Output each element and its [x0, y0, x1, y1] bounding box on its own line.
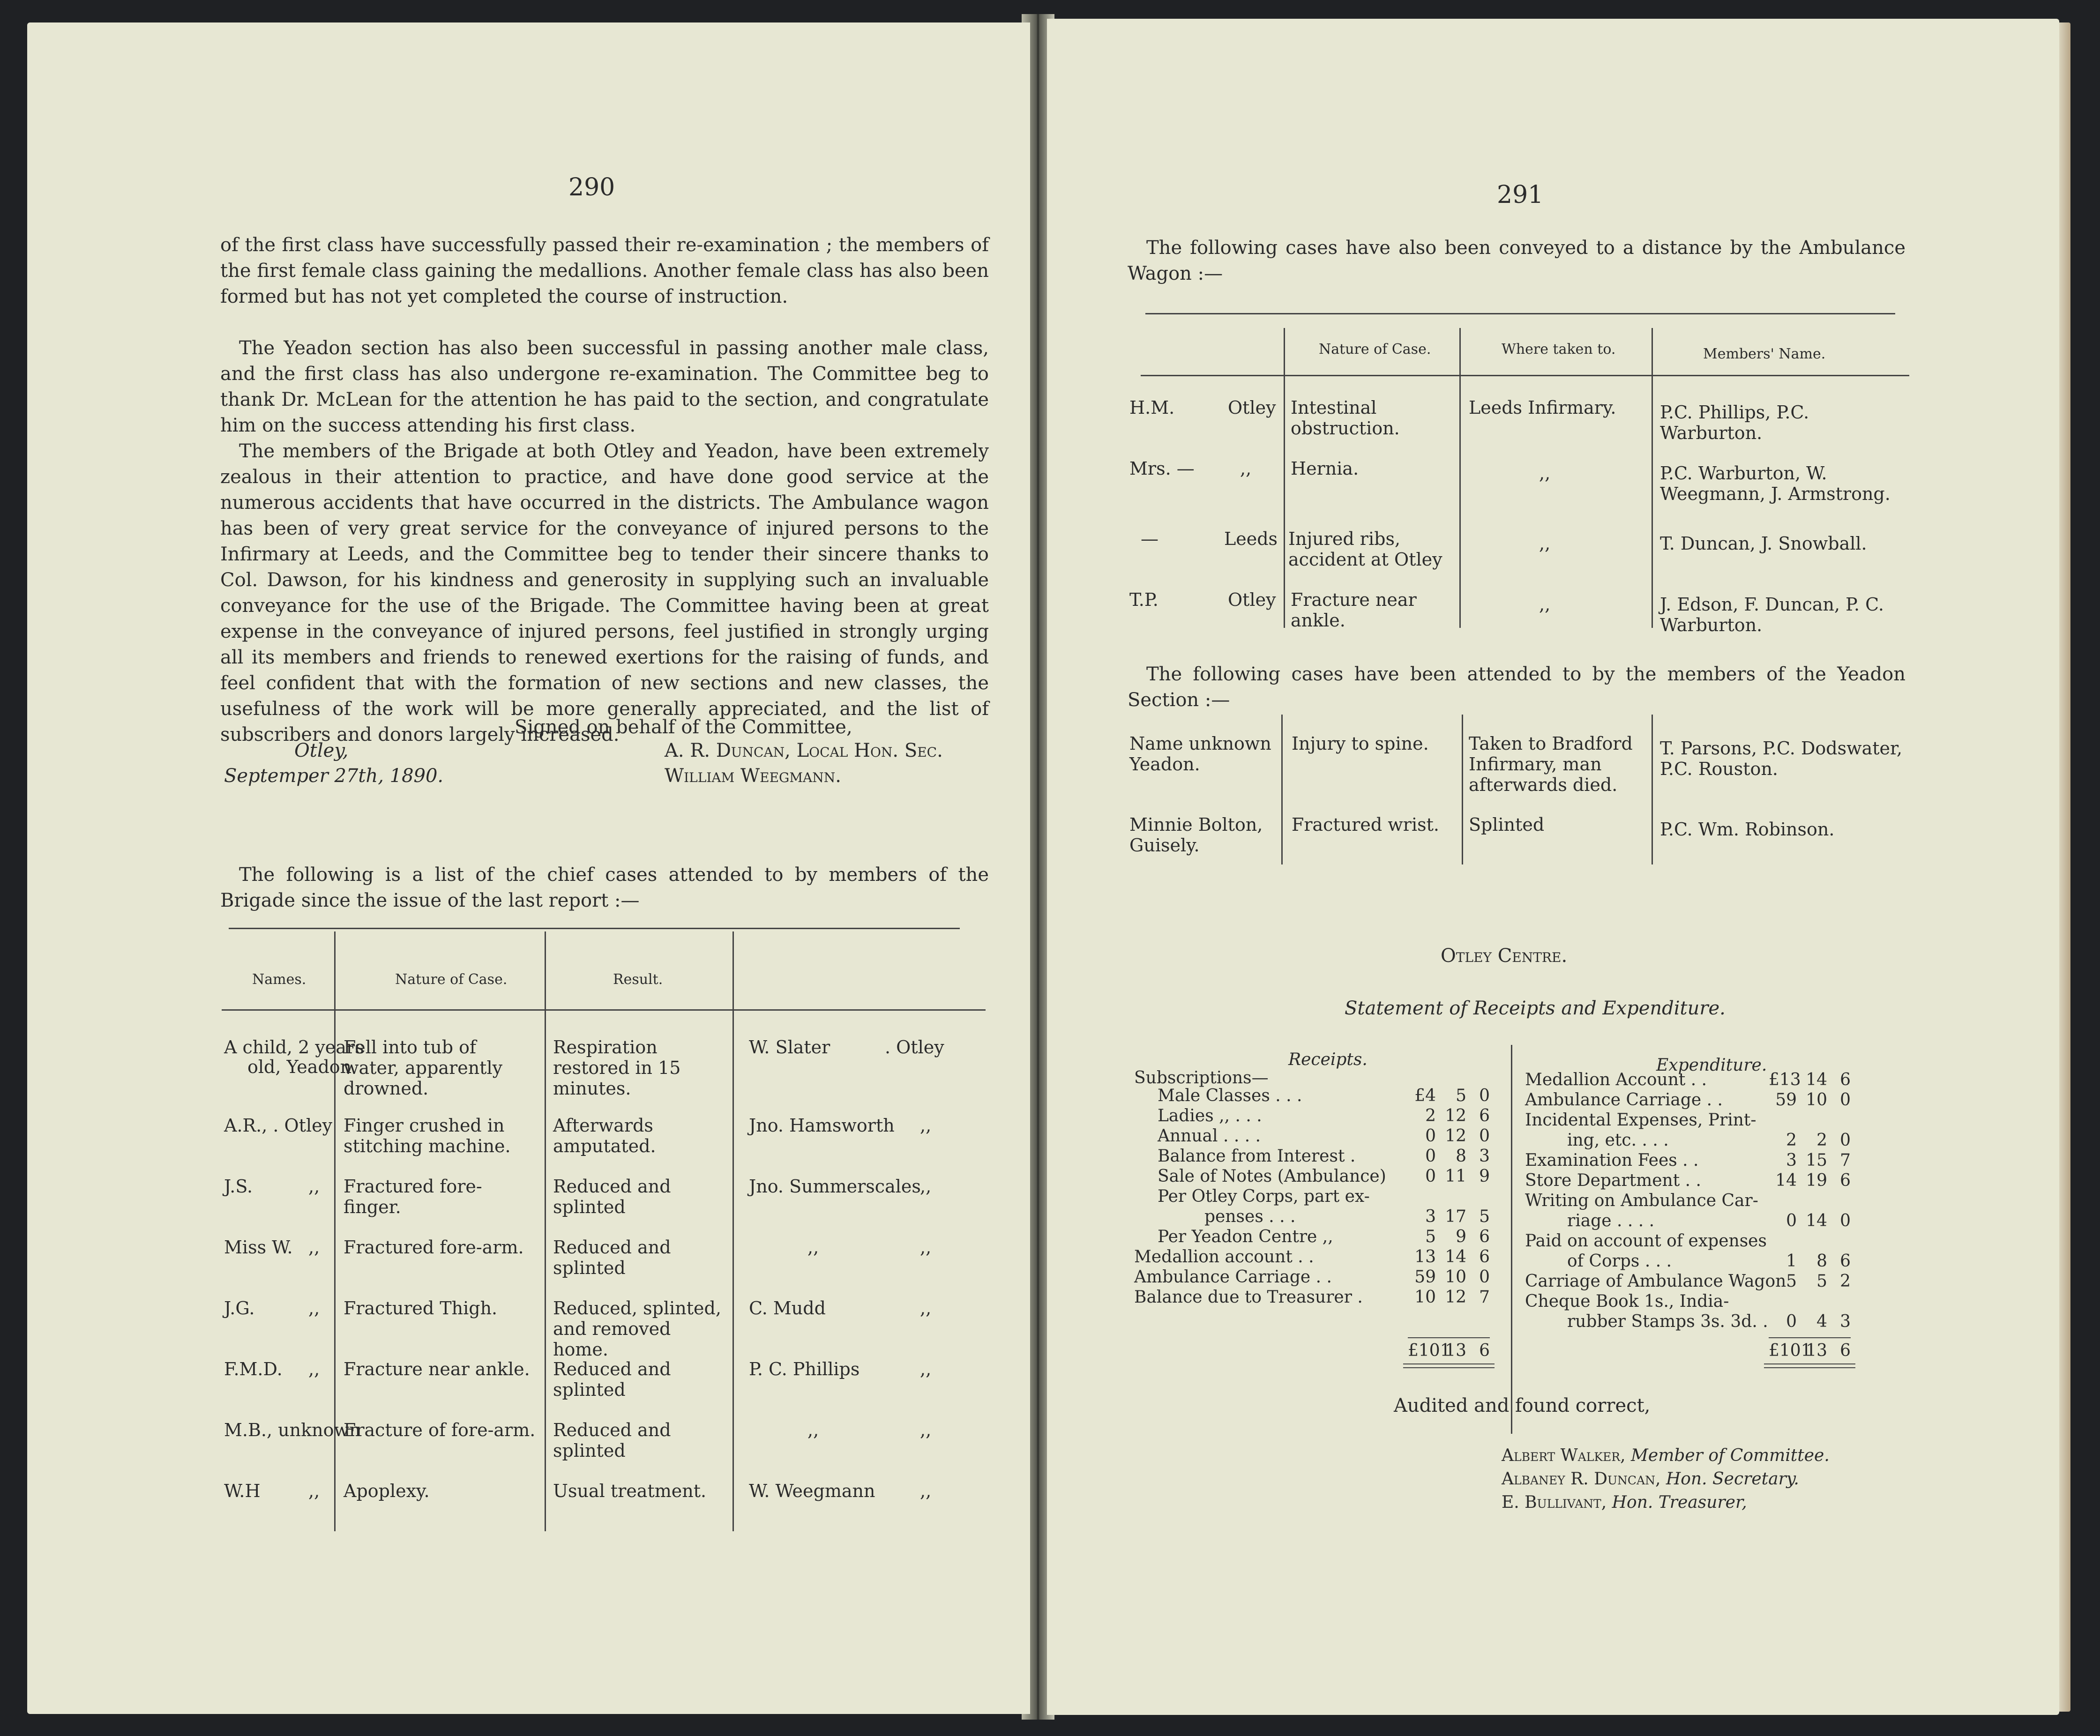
total-pounds: £101 — [1408, 1341, 1451, 1360]
total-double-rule — [1764, 1363, 1855, 1368]
pounds-value: 14 — [1775, 1171, 1797, 1190]
audited-text: Audited and found correct, — [1394, 1395, 1651, 1416]
pounds-value: 0 — [1786, 1211, 1797, 1230]
cell-members: P.C. Phillips, P.C. Warburton. — [1660, 402, 1809, 443]
account-line-label: penses . . . — [1204, 1207, 1296, 1226]
left-page — [27, 22, 1030, 1714]
total-shillings: 13 — [1806, 1341, 1827, 1360]
cell-members: T. Duncan, J. Snowball. — [1660, 533, 1867, 554]
table-col-divider — [334, 931, 336, 1531]
signed-on-behalf: Signed on behalf of the Committee, — [515, 716, 852, 738]
statement-title: Statement of Receipts and Expenditure. — [1345, 998, 1726, 1019]
account-line-label: Cheque Book 1s., India- — [1525, 1292, 1729, 1311]
pounds-value: £13 — [1769, 1070, 1801, 1089]
shillings-value: 19 — [1806, 1171, 1827, 1190]
pounds-value: 0 — [1425, 1126, 1436, 1146]
account-line-label: Male Classes . . . — [1158, 1086, 1302, 1105]
cell-place: Otley — [1228, 589, 1276, 610]
cell-case: Fractured wrist. — [1292, 814, 1439, 835]
cell-where: ,, — [1539, 594, 1551, 615]
cell-name-ditto: ,, — [308, 1298, 320, 1319]
account-line-label: ing, etc. . . . — [1567, 1131, 1669, 1150]
shillings-value: 14 — [1445, 1247, 1466, 1267]
cell-result: Reduced and splinted — [553, 1420, 671, 1461]
pence-value: 6 — [1840, 1171, 1851, 1190]
account-line-label: Sale of Notes (Ambulance) — [1158, 1167, 1386, 1186]
page-number-right: 291 — [1497, 181, 1544, 209]
cell-case: Fractured fore-arm. — [344, 1237, 524, 1258]
pence-value: 6 — [1479, 1106, 1490, 1125]
pounds-value: 13 — [1414, 1247, 1436, 1267]
shillings-value: 10 — [1445, 1267, 1466, 1287]
account-line-label: Ambulance Carriage . . — [1525, 1090, 1723, 1110]
shillings-value: 12 — [1445, 1126, 1466, 1146]
cell-name: A.R., . Otley — [224, 1115, 333, 1136]
cell-members: P.C. Warburton, W. Weegmann, J. Armstrong. — [1660, 463, 1891, 504]
statement-divider — [1511, 1045, 1512, 1434]
receipts-heading: Receipts. — [1288, 1050, 1368, 1069]
total-rule — [1408, 1337, 1490, 1338]
table-rule-top — [229, 928, 960, 929]
cell-result: Afterwards amputated. — [553, 1115, 656, 1156]
cell-name: Miss W. — [224, 1237, 293, 1258]
account-line-label: of Corps . . . — [1567, 1252, 1672, 1271]
table-col-divider — [1284, 328, 1285, 628]
cell-place: . Otley — [885, 1037, 944, 1058]
shillings-value: 8 — [1456, 1147, 1466, 1166]
auditor-name: E. Bullivant, — [1502, 1493, 1607, 1512]
cell-name-ditto: ,, — [308, 1481, 320, 1501]
signatory-weegmann: William Weegmann. — [665, 765, 841, 787]
account-line-label: Medallion Account . . — [1525, 1070, 1707, 1089]
signature-place: Otley, — [294, 740, 349, 761]
cell-member: C. Mudd — [749, 1298, 826, 1319]
table-rule-header — [1141, 375, 1909, 376]
pence-value: 5 — [1479, 1207, 1490, 1226]
cell-case: Intestinal obstruction. — [1291, 397, 1400, 439]
table-col-divider — [1652, 715, 1653, 864]
pence-value: 0 — [1840, 1131, 1851, 1150]
expenditure-heading: Expenditure. — [1656, 1056, 1767, 1075]
cell-case: Hernia. — [1291, 458, 1359, 479]
cell-name: Minnie Bolton, Guisely. — [1129, 814, 1263, 856]
pounds-value: 0 — [1786, 1312, 1797, 1331]
cell-name: J.S. — [224, 1176, 253, 1197]
cell-case: Fracture near ankle. — [1291, 589, 1417, 631]
auditor-role: Hon. Treasurer, — [1612, 1493, 1747, 1512]
pence-value: 0 — [1840, 1211, 1851, 1230]
account-line-label: riage . . . . — [1567, 1211, 1655, 1230]
total-double-rule — [1403, 1363, 1495, 1368]
pence-value: 6 — [1479, 1227, 1490, 1246]
cell-name: F.M.D. — [224, 1359, 283, 1379]
cell-result: Respiration restored in 15 minutes. — [553, 1037, 681, 1099]
cell-where: ,, — [1539, 533, 1551, 554]
cell-case: Injured ribs, accident at Otley — [1288, 529, 1442, 570]
cell-name: Mrs. — — [1129, 458, 1195, 479]
cell-where: Leeds Infirmary. — [1469, 397, 1616, 418]
pounds-value: 59 — [1414, 1267, 1436, 1287]
cell-place: ,, — [920, 1420, 932, 1440]
cell-case: Fell into tub of water, apparently drowned. — [344, 1037, 503, 1099]
cell-member: Jno. Hamsworth — [749, 1115, 895, 1136]
pence-value: 0 — [1479, 1267, 1490, 1287]
header-nature: Nature of Case. — [1319, 341, 1431, 358]
shillings-value: 12 — [1445, 1288, 1466, 1307]
cell-place: ,, — [920, 1298, 932, 1319]
account-line-label: Examination Fees . . — [1525, 1151, 1699, 1170]
shillings-value: 2 — [1816, 1131, 1827, 1150]
auditor-role: Member of Committee. — [1631, 1446, 1830, 1465]
page-edge — [2059, 22, 2070, 1712]
account-line-label: Balance due to Treasurer . — [1134, 1288, 1363, 1307]
pence-value: 3 — [1479, 1147, 1490, 1166]
pence-value: 0 — [1840, 1090, 1851, 1110]
cell-name: old, Yeadon — [247, 1057, 352, 1077]
cell-case: Fractured fore-finger. — [344, 1176, 482, 1217]
cell-where: ,, — [1539, 463, 1551, 484]
cell-name: — — [1141, 529, 1158, 549]
cell-name: W.H — [224, 1481, 261, 1501]
header-names: Names. — [252, 971, 306, 988]
shillings-value: 10 — [1806, 1090, 1827, 1110]
total-pounds: £101 — [1769, 1341, 1812, 1360]
cell-place: ,, — [920, 1481, 932, 1501]
shillings-value: 12 — [1445, 1106, 1466, 1125]
cell-member: ,, — [807, 1237, 819, 1258]
cell-member: ,, — [807, 1420, 819, 1440]
account-line-label: Per Yeadon Centre ,, — [1158, 1227, 1333, 1246]
cell-name: A child, 2 years — [224, 1037, 364, 1058]
cell-place: ,, — [1240, 458, 1252, 479]
cell-result: Reduced, splinted, and removed home. — [553, 1298, 721, 1360]
shillings-value: 9 — [1456, 1227, 1466, 1246]
cell-member: Jno. Summerscales — [749, 1176, 921, 1197]
cell-members: J. Edson, F. Duncan, P. C. Warburton. — [1660, 594, 1884, 635]
table-col-divider — [1652, 328, 1653, 628]
account-line-label: Writing on Ambulance Car- — [1525, 1191, 1758, 1210]
account-line-label: Store Department . . — [1525, 1171, 1701, 1190]
account-line-label: Per Otley Corps, part ex- — [1158, 1187, 1370, 1206]
pounds-value: 0 — [1425, 1147, 1436, 1166]
cell-result: Reduced and splinted — [553, 1359, 671, 1400]
yeadon-intro: The following cases have been attended to by the members of the Yeadon Section :— — [1128, 663, 1906, 711]
receipts-subheading: Subscriptions— — [1134, 1068, 1269, 1088]
signature-date: Septemper 27th, 1890. — [224, 765, 444, 787]
cell-result: Reduced and splinted — [553, 1176, 671, 1217]
cell-result: Reduced and splinted — [553, 1237, 671, 1278]
cell-place: ,, — [920, 1115, 932, 1136]
shillings-value: 15 — [1806, 1151, 1827, 1170]
cell-name: T.P. — [1129, 589, 1158, 610]
shillings-value: 5 — [1816, 1272, 1827, 1291]
pence-value: 6 — [1479, 1247, 1490, 1267]
account-line-label: Ambulance Carriage . . — [1134, 1267, 1332, 1287]
pounds-value: 2 — [1786, 1131, 1797, 1150]
cell-name: M.B., unknown — [224, 1420, 361, 1440]
cell-case: Fracture near ankle. — [344, 1359, 530, 1379]
shillings-value: 5 — [1456, 1086, 1466, 1105]
cell-member: P. C. Phillips — [749, 1359, 860, 1379]
pounds-value: 59 — [1775, 1090, 1797, 1110]
signatory-duncan: A. R. Duncan, Local Hon. Sec. — [665, 740, 943, 761]
paragraph-2: The Yeadon section has also been successful in passing another male class, and the first class has also undergone re-examination. The Committee beg to thank Dr. McLean for the attention he has paid to the section, and congratulate him on the success attending his first class. — [220, 337, 989, 436]
pounds-value: 5 — [1786, 1272, 1797, 1291]
cell-member: W. Slater — [749, 1037, 830, 1058]
table-rule-top — [1145, 313, 1895, 314]
cell-place: ,, — [920, 1237, 932, 1258]
cell-place: ,, — [920, 1359, 932, 1379]
table-col-divider — [732, 931, 734, 1531]
auditor-walker — [1502, 1445, 1830, 1466]
wagon-intro: The following cases have also been conveyed to a distance by the Ambulance Wagon :— — [1128, 237, 1906, 284]
pounds-value: 2 — [1425, 1106, 1436, 1125]
cell-result: Taken to Bradford Infirmary, man afterwards died. — [1469, 733, 1633, 795]
shillings-value: 14 — [1806, 1070, 1827, 1089]
table-col-divider — [1281, 715, 1283, 864]
shillings-value: 8 — [1816, 1252, 1827, 1271]
header-where: Where taken to. — [1502, 341, 1616, 358]
total-shillings: 13 — [1445, 1341, 1466, 1360]
cell-name: J.G. — [224, 1298, 255, 1319]
shillings-value: 17 — [1445, 1207, 1466, 1226]
header-nature: Nature of Case. — [395, 971, 508, 988]
table-col-divider — [545, 931, 546, 1531]
cell-member: W. Weegmann — [749, 1481, 875, 1501]
pounds-value: 1 — [1786, 1252, 1797, 1271]
cell-place: Leeds — [1224, 529, 1278, 549]
shillings-value: 4 — [1816, 1312, 1827, 1331]
pence-value: 6 — [1840, 1070, 1851, 1089]
pence-value: 6 — [1840, 1252, 1851, 1271]
account-line-label: Carriage of Ambulance Wagon — [1525, 1272, 1786, 1291]
account-line-label: Medallion account . . — [1134, 1247, 1314, 1267]
pounds-value: £4 — [1414, 1086, 1436, 1105]
table-col-divider — [1459, 328, 1461, 628]
right-page — [1047, 19, 2059, 1715]
cell-case: Finger crushed in stitching machine. — [344, 1115, 511, 1156]
cell-members: P.C. Wm. Robinson. — [1660, 819, 1835, 840]
pounds-value: 3 — [1425, 1207, 1436, 1226]
header-result: Result. — [613, 971, 663, 988]
page-number-left: 290 — [568, 173, 615, 201]
total-pence: 6 — [1479, 1341, 1490, 1360]
auditor-duncan — [1502, 1469, 1799, 1490]
account-line-label: Incidental Expenses, Print- — [1525, 1110, 1756, 1130]
total-rule — [1769, 1337, 1851, 1338]
account-line-label: rubber Stamps 3s. 3d. . — [1567, 1312, 1768, 1331]
cell-members: T. Parsons, P.C. Dodswater, P.C. Rouston. — [1660, 738, 1903, 779]
cell-name-ditto: ,, — [308, 1176, 320, 1197]
shillings-value: 11 — [1445, 1167, 1466, 1186]
pounds-value: 10 — [1414, 1288, 1436, 1307]
pence-value: 0 — [1479, 1126, 1490, 1146]
account-line-label: Ladies ,, . . . — [1158, 1106, 1262, 1125]
cell-case: Fractured Thigh. — [344, 1298, 498, 1319]
auditor-name: Albaney R. Duncan, — [1502, 1469, 1661, 1489]
cell-name: Name unknown Yeadon. — [1129, 733, 1271, 775]
auditor-role: Hon. Secretary. — [1666, 1469, 1799, 1489]
pence-value: 3 — [1840, 1312, 1851, 1331]
cell-name-ditto: ,, — [308, 1237, 320, 1258]
cell-place: ,, — [920, 1176, 932, 1197]
account-line-label: Annual . . . . — [1158, 1126, 1261, 1146]
pounds-value: 3 — [1786, 1151, 1797, 1170]
pence-value: 0 — [1479, 1086, 1490, 1105]
paragraph-1: of the first class have successfully passed their re-examination ; the members of the first female class gaining the medallions. Another female class has also been formed but has not yet completed the course of instruction. — [220, 234, 989, 307]
cell-name: H.M. — [1129, 397, 1175, 418]
cell-case: Fracture of fore-arm. — [344, 1420, 536, 1440]
auditor-name: Albert Walker, — [1502, 1446, 1626, 1465]
cell-case: Injury to spine. — [1292, 733, 1429, 754]
total-pence: 6 — [1840, 1341, 1851, 1360]
pence-value: 7 — [1840, 1151, 1851, 1170]
pounds-value: 5 — [1425, 1227, 1436, 1246]
account-line-label: Paid on account of expenses — [1525, 1231, 1767, 1251]
cell-result: Splinted — [1469, 814, 1545, 835]
pence-value: 7 — [1479, 1288, 1490, 1307]
account-line-label: Balance from Interest . — [1158, 1147, 1356, 1166]
auditor-bullivant — [1502, 1492, 1747, 1513]
pence-value: 2 — [1840, 1272, 1851, 1291]
header-members: Members' Name. — [1703, 346, 1826, 362]
table-col-divider — [1462, 715, 1463, 864]
centre-title: Otley Centre. — [1441, 945, 1568, 967]
pounds-value: 0 — [1425, 1167, 1436, 1186]
pence-value: 9 — [1479, 1167, 1490, 1186]
shillings-value: 14 — [1806, 1211, 1827, 1230]
table-rule-header — [222, 1009, 986, 1011]
cell-name-ditto: ,, — [308, 1359, 320, 1379]
paragraph-3: The members of the Brigade at both Otley and Yeadon, have been extremely zealous in their attention to practice, and have done good service at the numerous accidents that have occurred in the districts. The Ambulance wagon has been of very great service for the conveyance of injured persons to the Infirmary at Leeds, and the Committee beg to tender their sincere thanks to Col. Dawson, for his kindness and generosity in supplying such an invaluable conveyance for the use of the Brigade. The Committee having been at great expense in the conveyance of injured persons, feel justified in strongly urging all its members and friends to renewed exertions for the raising of funds, and feel confident that with the formation of new sections and new classes, the usefulness of the work will be more generally appreciated, and the list of subscribers and donors largely increased. — [220, 440, 989, 745]
cell-case: Apoplexy. — [344, 1481, 430, 1501]
cell-result: Usual treatment. — [553, 1481, 707, 1501]
cell-place: Otley — [1228, 397, 1276, 418]
list-intro: The following is a list of the chief cases attended to by members of the Brigade since the issue of the last report :— — [220, 864, 989, 911]
